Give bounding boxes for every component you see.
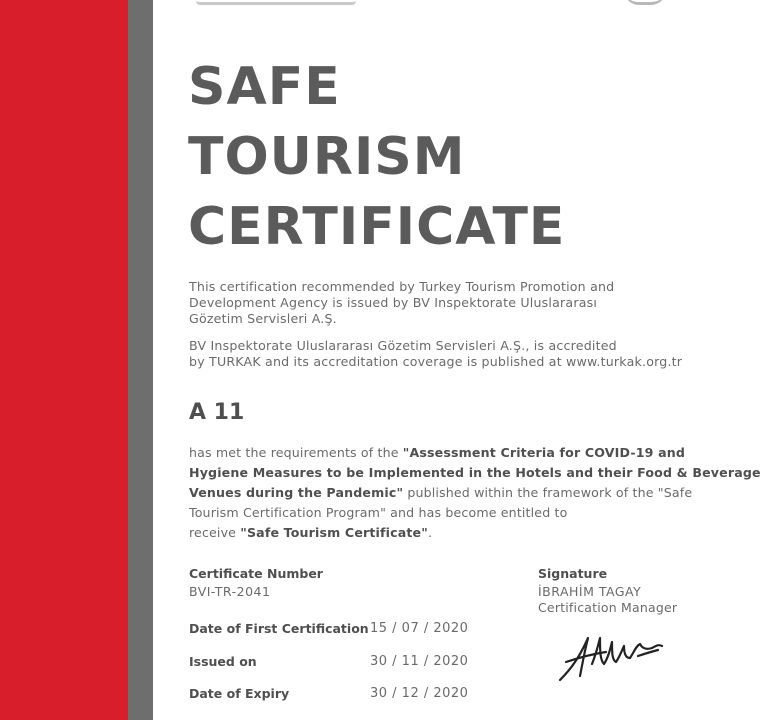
statement-text: published within the framework of the "Safe (403, 485, 693, 500)
header-logo-remnant (196, 0, 356, 5)
statement-bold: Venues during the Pandemic" (189, 485, 404, 500)
expiry-label: Date of Expiry (189, 686, 290, 701)
certification-statement (189, 443, 761, 543)
certificate-number-label: Certificate Number (189, 566, 323, 581)
title-line: CERTIFICATE (188, 197, 566, 257)
certificate-number: BVI-TR-2041 (189, 584, 271, 599)
statement-text: Tourism Certification Program" and has become entitled to (189, 505, 568, 520)
red-side-band (0, 0, 128, 720)
first-certification-label: Date of First Certification (189, 621, 369, 636)
header-seal-remnant (624, 0, 666, 5)
statement-text: . (427, 525, 433, 540)
intro-line: Development Agency is issued by BV Inspektorate Uluslararası (189, 295, 598, 310)
statement-text: has met the requirements of the (189, 445, 403, 460)
intro-line: Gözetim Servisleri A.Ş. (189, 311, 337, 326)
title-line: TOURISM (188, 127, 466, 187)
accreditation-line: BV Inspektorate Uluslararası Gözetim Servisleri A.Ş., is accredited (189, 338, 617, 353)
accreditation-paragraph (189, 338, 682, 370)
handwritten-signature (558, 628, 668, 686)
accreditation-line: by TURKAK and its accreditation coverage is published at www.turkak.org.tr (189, 354, 683, 369)
intro-line: This certification recommended by Turkey Tourism Promotion and (189, 279, 615, 294)
statement-bold: "Safe Tourism Certificate" (240, 525, 428, 540)
first-certification-date: 15 / 07 / 2020 (370, 621, 469, 636)
statement-text: receive (189, 525, 241, 540)
signature-label: Signature (538, 566, 608, 581)
signatory-name: İBRAHİM TAGAY (538, 584, 642, 599)
gray-side-band (128, 0, 153, 720)
issued-on-date: 30 / 11 / 2020 (370, 654, 469, 669)
hotel-name: A 11 (189, 400, 245, 425)
title-line: SAFE (188, 57, 341, 117)
expiry-date: 30 / 12 / 2020 (370, 686, 469, 701)
intro-paragraph (189, 279, 614, 327)
signatory-title: Certification Manager (538, 600, 678, 615)
issued-on-label: Issued on (189, 654, 257, 669)
statement-bold: Hygiene Measures to be Implemented in the Hotels and their Food & Beverage (189, 465, 761, 480)
certificate-title (188, 52, 565, 262)
statement-bold: "Assessment Criteria for COVID-19 and (402, 445, 686, 460)
